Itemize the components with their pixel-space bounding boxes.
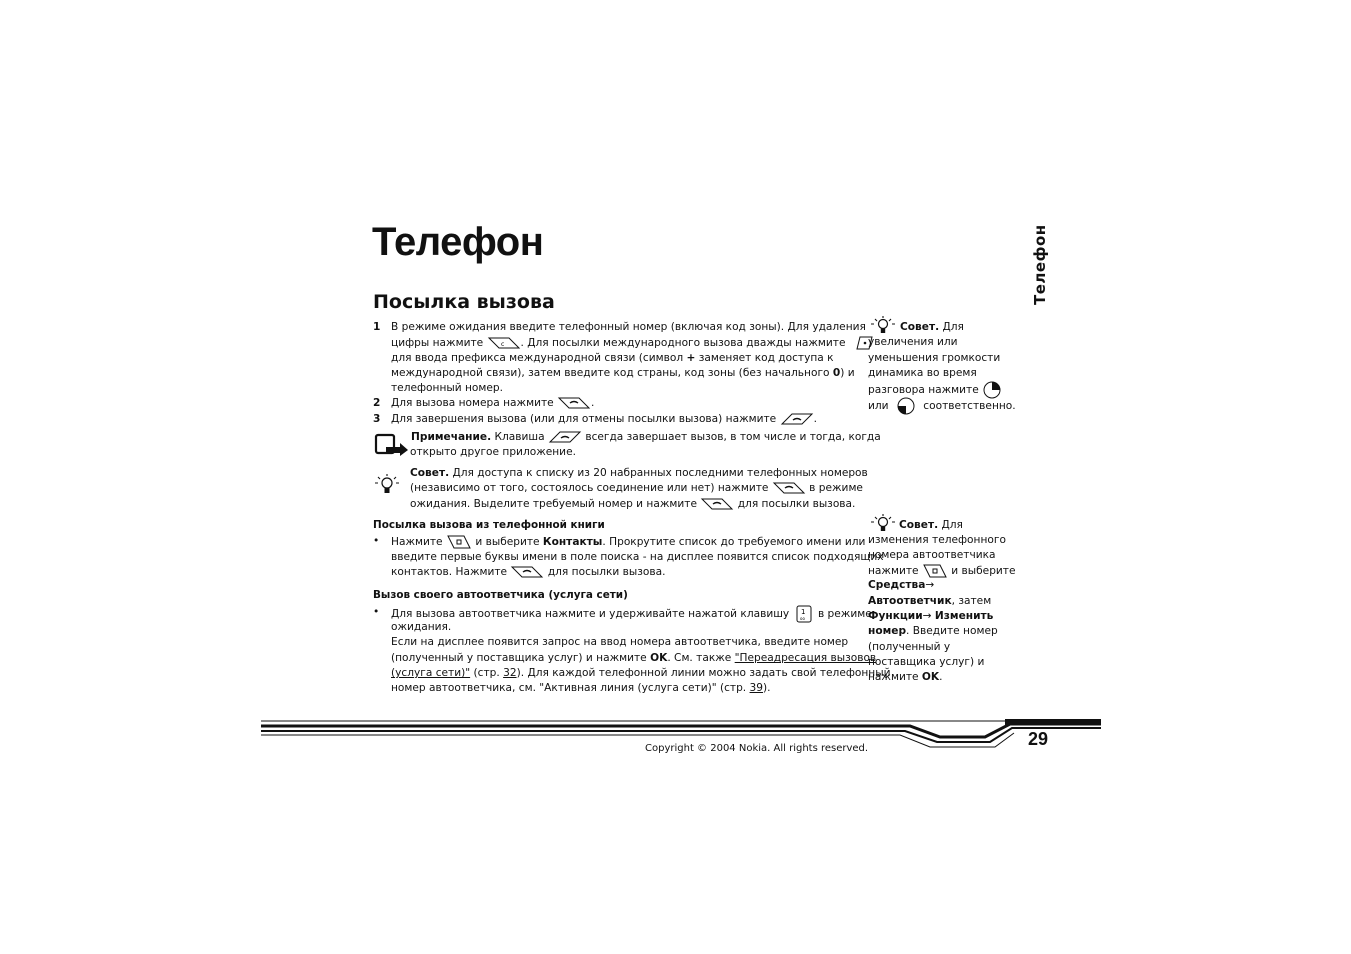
side-tip-2-line-5: Средства→ xyxy=(868,579,935,591)
voicemail-heading: Вызов своего автоответчика (услуга сети) xyxy=(373,589,628,601)
side-tip-1-line-5: разговора нажмите xyxy=(868,381,1002,399)
call-divert-link-cont[interactable]: (услуга сети)" xyxy=(391,667,471,679)
note-line-2: открыто другое приложение. xyxy=(410,446,576,458)
svg-text:1: 1 xyxy=(800,608,806,616)
step-2-text: Для вызова номера нажмите . xyxy=(391,397,595,409)
section-title: Посылка вызова xyxy=(373,291,555,313)
side-tip-2-line-2: изменения телефонного xyxy=(868,534,1006,546)
side-tip-2-line-9: (полученный у xyxy=(868,641,951,653)
page-number: 29 xyxy=(1028,729,1049,749)
phonebook-heading: Посылка вызова из телефонной книги xyxy=(373,519,605,531)
phonebook-line-2: введите первые буквы имени в поле поиска - на дисплее появится список подходящих xyxy=(391,551,884,563)
step-1-line-2: цифры нажмите c . Для посылки международного вызова дважды нажмите xyxy=(391,335,875,351)
side-tip-2-line-7: Функции→ Изменить xyxy=(868,610,994,622)
side-tip-2-line-11: нажмите OK. xyxy=(868,671,943,683)
voicemail-bullet: • xyxy=(373,606,380,618)
svg-text:oo: oo xyxy=(799,616,805,621)
tip-line-3: ожидания. Выделите требуемый номер и нажмите для посылки вызова. xyxy=(410,498,856,510)
chapter-title: Телефон xyxy=(372,220,544,264)
note-line-1: Примечание. Клавиша всегда завершает вызов, в том числе и тогда, когда xyxy=(411,431,881,443)
side-tip-2-line-4: нажмите и выберите xyxy=(868,565,1016,577)
step-1-line-4: международной связи), затем введите код страны, код зоны (без начального 0) и xyxy=(391,367,855,379)
side-tab-label: Телефон xyxy=(1031,224,1049,306)
voicemail-line-1: Для вызова автоответчика нажмите и удерживайте нажатой клавишу 1 oo в режиме xyxy=(391,605,872,623)
copyright: Copyright © 2004 Nokia. All rights reserved. xyxy=(645,743,869,754)
voicemail-line-5: (услуга сети)" (стр. 32). Для каждой телефонной линии можно задать свой телефонный xyxy=(391,667,891,679)
phonebook-line-1: Нажмите и выберите Контакты. Прокрутите список до требуемого имени или xyxy=(391,536,866,548)
page-link-32[interactable]: 32 xyxy=(503,667,517,679)
voicemail-line-2: ожидания. xyxy=(391,621,452,633)
side-tip-2-line-6: Автоответчик, затем xyxy=(868,595,992,607)
side-tip-2-line-1: Совет. Для xyxy=(899,519,963,531)
side-tip-1-line-3: уменьшения громкости xyxy=(868,352,1001,364)
voicemail-line-4: (полученный у поставщика услуг) и нажмите OK. См. также "Переадресация вызовов xyxy=(391,652,877,664)
side-tip-1-line-4: динамика во время xyxy=(868,367,977,379)
side-tip-2-line-8: номер. Введите номер xyxy=(868,625,998,637)
side-tip-1-line-2: увеличения или xyxy=(868,336,958,348)
phonebook-bullet: • xyxy=(373,535,380,547)
voicemail-line-6: номер автоответчика, см. "Активная линия (услуга сети)" (стр. 39). xyxy=(391,682,771,694)
page-link-39[interactable]: 39 xyxy=(749,682,764,694)
step-3-text: Для завершения вызова (или для отмены посылки вызова) нажмите . xyxy=(391,413,817,425)
voicemail-line-3: Если на дисплее появится запрос на ввод номера автоответчика, введите номер xyxy=(391,636,849,648)
side-tip-1-line-6: или соответственно. xyxy=(868,397,1016,415)
side-tip-1-line-1: Совет. Для xyxy=(900,321,964,333)
side-tip-2-line-3: номера автоответчика xyxy=(868,549,996,561)
tip-line-1: Совет. Для доступа к списку из 20 набранных последними телефонных номеров xyxy=(410,467,868,479)
step-1-line-1: В режиме ожидания введите телефонный номер (включая код зоны). Для удаления xyxy=(391,321,866,333)
side-tip-2-line-10: поставщика услуг) и xyxy=(868,656,985,668)
step-number-1: 1 xyxy=(373,321,381,333)
step-number-2: 2 xyxy=(373,397,381,409)
phonebook-line-3: контактов. Нажмите для посылки вызова. xyxy=(391,566,666,578)
svg-text:c: c xyxy=(500,341,504,348)
step-1-line-5: телефонный номер. xyxy=(391,382,503,394)
step-number-3: 3 xyxy=(373,413,381,425)
step-1-line-3: для ввода префикса международной связи (символ + заменяет код доступа к xyxy=(391,352,834,364)
call-divert-link[interactable]: "Переадресация вызовов xyxy=(734,652,877,664)
tip-line-2: (независимо от того, состоялось соединение или нет) нажмите в режиме xyxy=(410,482,863,494)
